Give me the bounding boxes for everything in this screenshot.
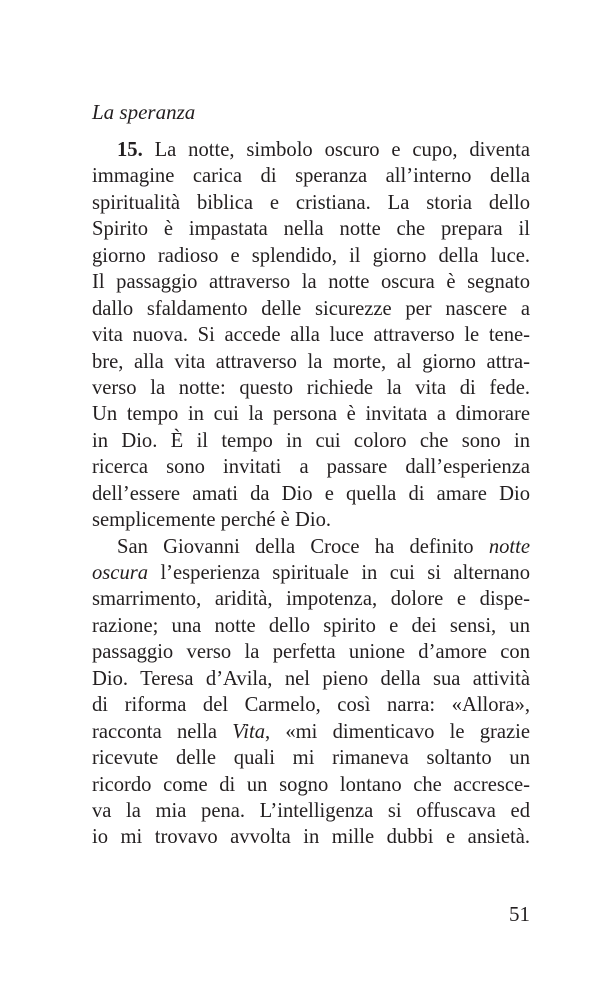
paragraph <box>92 534 530 851</box>
text-segment: Il passaggio attraverso la notte oscura è segnato <box>92 271 530 294</box>
page-number: 51 <box>509 902 530 926</box>
text-line <box>92 349 530 375</box>
text-segment: Spirito è impastata nella notte che prepara il <box>92 218 530 241</box>
text-segment: Un tempo in cui la persona è invitata a dimorare <box>92 403 530 426</box>
text-line <box>92 454 530 480</box>
text-line <box>92 375 530 401</box>
text-segment: smarrimento, aridità, impotenza, dolore e dispe- <box>92 588 530 611</box>
text-segment: ricerca sono invitati a passare dall’esperienza <box>92 456 530 479</box>
body-text <box>92 137 530 851</box>
text-segment: spiritualità biblica e cristiana. La storia dello <box>92 191 530 214</box>
text-segment: dell’essere amati da Dio e quella di amare Dio <box>92 482 530 505</box>
text-line <box>92 798 530 824</box>
section-title: La speranza <box>92 100 196 124</box>
text-segment: , «mi dimenticavo le grazie <box>265 720 531 743</box>
text-line <box>92 481 530 507</box>
text-line <box>92 163 530 189</box>
text-line <box>92 507 530 533</box>
italic-text: notte <box>488 535 530 558</box>
text-segment: verso la notte: questo richiede la vita di fede. <box>92 376 530 399</box>
text-line <box>92 560 530 586</box>
text-segment: semplicemente perché è Dio. <box>92 509 332 532</box>
text-segment: ricevute delle quali mi rimaneva soltanto un <box>92 747 530 770</box>
text-line <box>92 322 530 348</box>
text-line <box>92 190 530 216</box>
text-segment: io mi trovavo avvolta in mille dubbi e ansietà. <box>92 826 530 849</box>
text-line <box>92 269 530 295</box>
text-line <box>92 824 530 850</box>
text-line <box>92 216 530 242</box>
text-line <box>92 401 530 427</box>
text-line <box>92 296 530 322</box>
text-segment: Dio. Teresa d’Avila, nel pieno della sua attività <box>92 667 530 690</box>
text-line <box>92 534 530 560</box>
text-line <box>92 243 530 269</box>
paragraph-number: 15. <box>117 139 143 161</box>
paragraph <box>92 137 530 534</box>
text-segment: in Dio. È il tempo in cui coloro che sono in <box>92 429 530 452</box>
text-segment: dallo sfaldamento delle sicurezze per nascere a <box>92 297 530 320</box>
text-segment: razione; una notte dello spirito e dei sensi, un <box>92 614 530 637</box>
text-segment: bre, alla vita attraverso la morte, al giorno attra- <box>92 350 530 373</box>
text-segment: vita nuova. Si accede alla luce attraverso le tene- <box>92 324 530 347</box>
text-segment: racconta nella <box>92 720 233 743</box>
text-line <box>92 666 530 692</box>
text-line <box>92 613 530 639</box>
text-segment: immagine carica di speranza all’interno della <box>92 165 530 188</box>
text-segment: ricordo come di un sogno lontano che accresce- <box>92 773 530 796</box>
text-line <box>92 692 530 718</box>
text-segment: passaggio verso la perfetta unione d’amore con <box>92 641 530 664</box>
text-line <box>92 137 530 163</box>
text-line <box>92 586 530 612</box>
text-segment: l’esperienza spirituale in cui si alternano <box>148 562 530 584</box>
text-segment: giorno radioso e splendido, il giorno della luce. <box>92 244 530 267</box>
text-segment: San Giovanni della Croce ha definito <box>117 535 489 558</box>
italic-text: Vita <box>232 720 265 743</box>
text-line <box>92 772 530 798</box>
text-line <box>92 428 530 454</box>
text-segment: va la mia pena. L’intelligenza si offuscava ed <box>92 799 530 822</box>
italic-text: oscura <box>92 562 149 584</box>
text-line <box>92 745 530 771</box>
text-segment: La notte, simbolo oscuro e cupo, diventa <box>142 139 530 161</box>
text-segment: di riforma del Carmelo, così narra: «Allora», <box>92 694 530 717</box>
text-line <box>92 639 530 665</box>
text-line <box>92 719 530 745</box>
